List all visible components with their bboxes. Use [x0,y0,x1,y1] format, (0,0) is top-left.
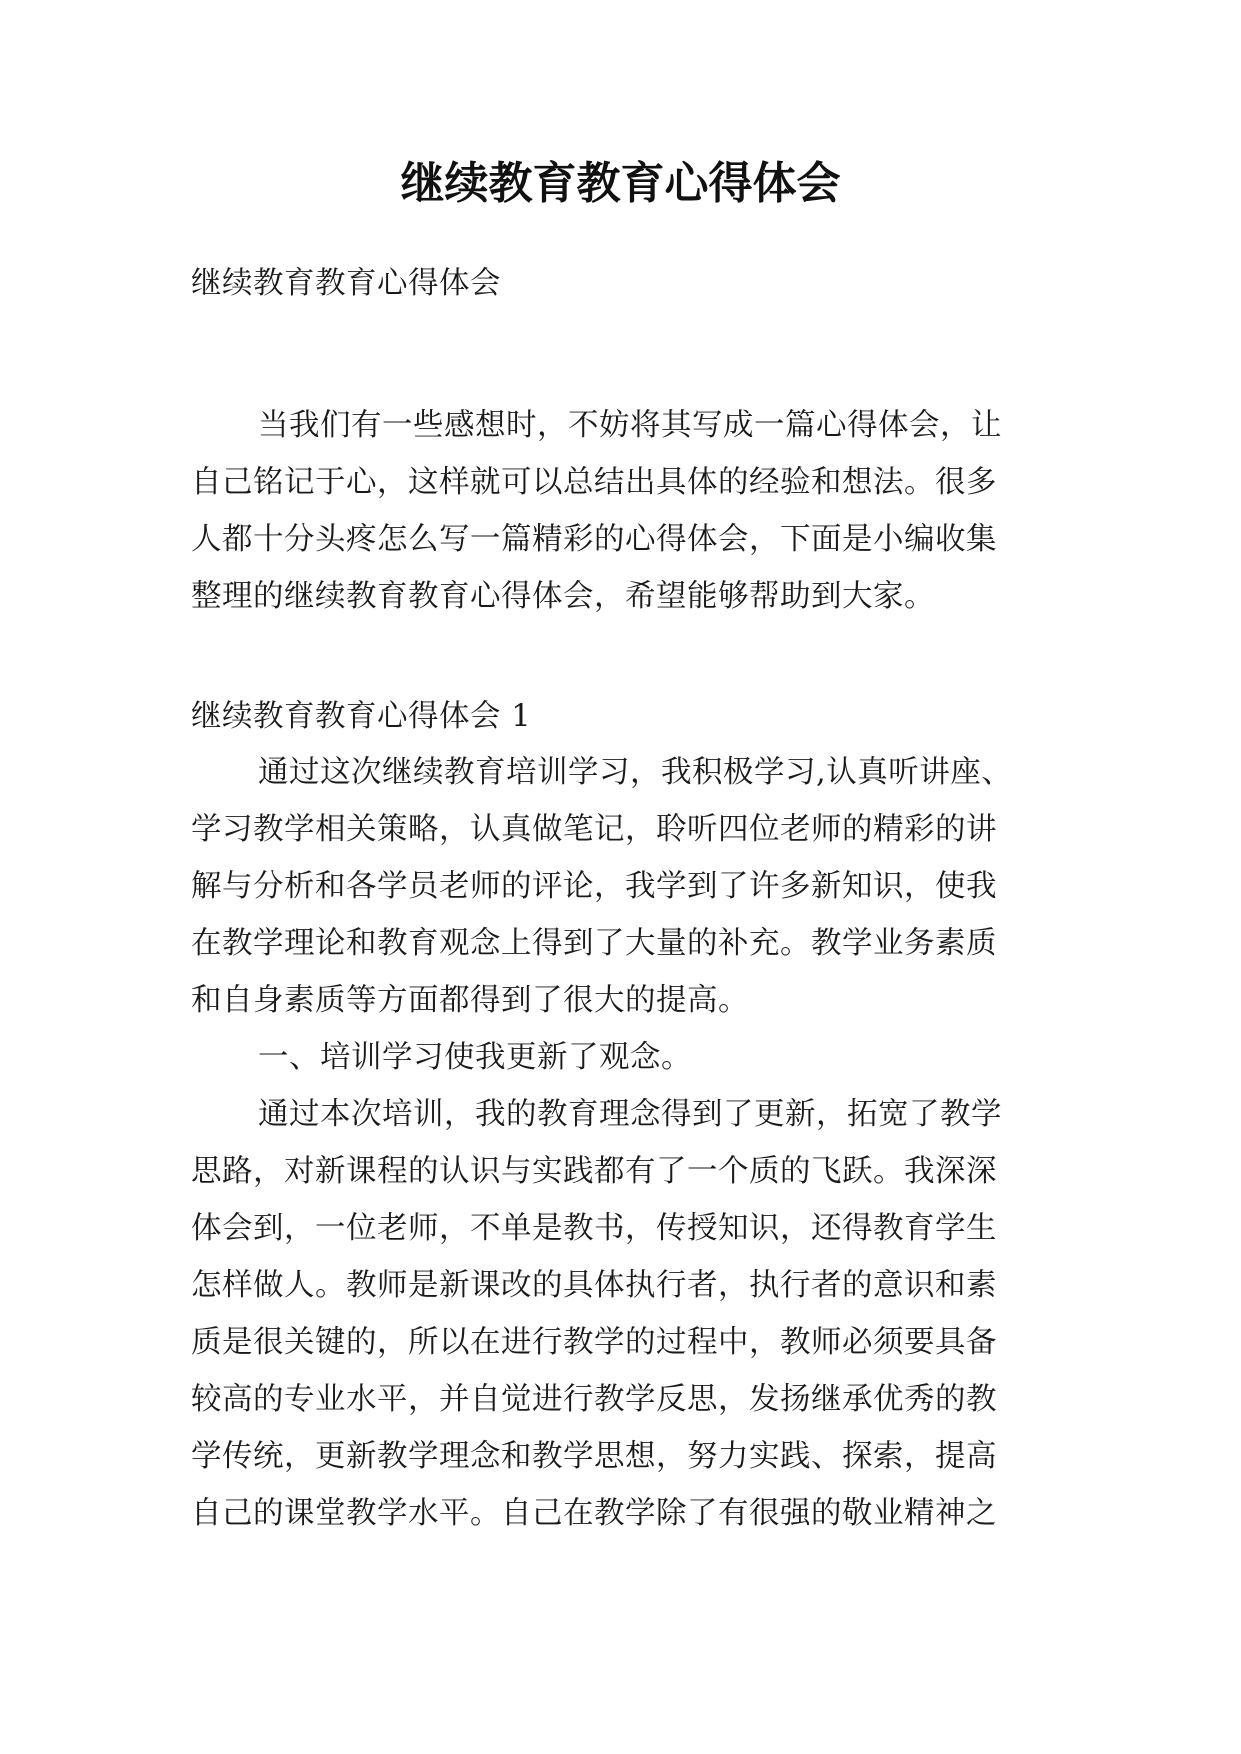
paragraph-line: 较高的专业水平，并自觉进行教学反思，发扬继承优秀的教 [191,1382,997,1417]
intro-line: 人都十分头疼怎么写一篇精彩的心得体会，下面是小编收集 [191,522,997,557]
paragraph-line: 学习教学相关策略，认真做笔记，聆听四位老师的精彩的讲 [191,812,997,847]
intro-line: 当我们有一些感想时，不妨将其写成一篇心得体会，让 [258,408,1002,443]
paragraph-line: 学传统，更新教学理念和教学思想，努力实践、探索，提高 [191,1439,997,1474]
intro-line: 自己铭记于心，这样就可以总结出具体的经验和想法。很多 [191,465,997,500]
paragraph-line: 体会到，一位老师，不单是教书，传授知识，还得教育学生 [191,1211,997,1246]
paragraph-line: 解与分析和各学员老师的评论，我学到了许多新知识，使我 [191,869,997,904]
paragraph-line: 思路，对新课程的认识与实践都有了一个质的飞跃。我深深 [191,1154,997,1189]
paragraph-line: 通过这次继续教育培训学习，我积极学习,认真听讲座、 [258,755,1013,790]
intro-line: 整理的继续教育教育心得体会，希望能够帮助到大家。 [191,579,935,614]
paragraph-line: 和自身素质等方面都得到了很大的提高。 [191,983,749,1018]
paragraph-line: 怎样做人。教师是新课改的具体执行者，执行者的意识和素 [191,1268,997,1303]
document-subtitle: 继续教育教育心得体会 [191,266,501,301]
paragraph-line: 质是很关键的，所以在进行教学的过程中，教师必须要具备 [191,1325,997,1360]
document-title: 继续教育教育心得体会 [400,158,841,209]
paragraph-line: 在教学理论和教育观念上得到了大量的补充。教学业务素质 [191,926,997,961]
point-heading: 一、培训学习使我更新了观念。 [258,1040,692,1075]
paragraph-line: 通过本次培训，我的教育理念得到了更新，拓宽了教学 [258,1097,1002,1132]
section-heading: 继续教育教育心得体会 1 [191,699,532,734]
paragraph-line: 自己的课堂教学水平。自己在教学除了有很强的敬业精神之 [191,1496,997,1531]
